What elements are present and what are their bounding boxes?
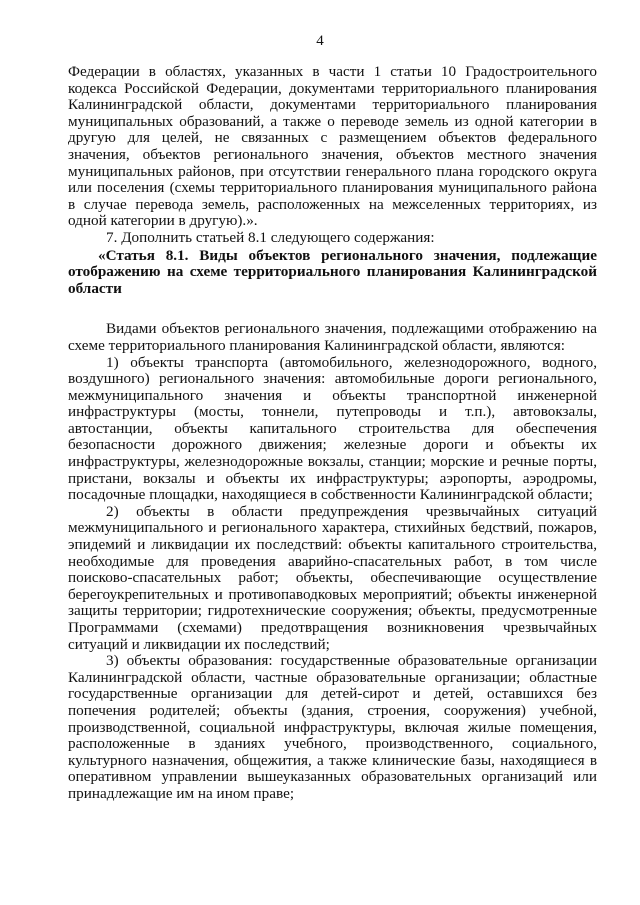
page-number: 4 <box>316 33 324 49</box>
document-body <box>68 64 597 803</box>
article-intro: Видами объектов регионального значения, подлежащими отображению на схеме территориального планирования Калининградской области, являются: <box>68 320 597 354</box>
list-item-emergency: 2) объекты в области предупреждения чрезвычайных ситуаций межмуниципального и регионального характера, стихийных бедствий, пожаров, эпидемий и ликвидации их последствий: объекты капитального строительства, необходимые для проведения аварийно-спасательных работ, в том числе поисково-спасательных работ; объекты, обеспечивающие осуществление берегоукрепительных и противопаводковых мероприятий; объекты инженерной защиты территории; гидротехнические сооружения; объекты, предусмотренные Программами (схемами) предотвращения возникновения чрезвычайных ситуаций и ликвидации их последствий; <box>68 502 597 653</box>
article-title: «Статья 8.1. Виды объектов регионального значения, подлежащие отображению на схеме территориального планирования Калининградской области <box>68 246 597 297</box>
paragraph-amendment-7: 7. Дополнить статьей 8.1 следующего содержания: <box>106 228 435 246</box>
paragraph-continuation: Федерации в областях, указанных в части 1 статьи 10 Градостроительного кодекса Российской Федерации, документами территориального планирования Калининградской области, документами территориального планирования муниципальных образований, а также о переводе земель из одной категории в другую для целей, не связанных с размещением объектов федерального значения, объектов регионального значения, объектов местного значения муниципальных районов, при отсутствии генерального плана городского округа или поселения (схемы территориального планирования муниципального района в случае перевода земель, расположенных на межселенных территориях, из одной категории в другую).». <box>68 63 597 230</box>
spacer <box>68 297 597 321</box>
list-item-transport: 1) объекты транспорта (автомобильного, железнодорожного, водного, воздушного) регионального значения: автомобильные дороги регионального, межмуниципального значения и объекты транспортной инженерной инфраструктуры (мосты, тоннели, путепроводы и т.п.), автовокзалы, автостанции, объекты капитального строительства для обеспечения безопасности дорожного движения; железные дороги и объекты их инфраструктуры, железнодорожные вокзалы, станции; морские и речные порты, пристани, вокзалы и объекты их инфраструктуры; аэропорты, аэродромы, посадочные площадки, находящиеся в собственности Калининградской области; <box>68 353 597 504</box>
list-item-education: 3) объекты образования: государственные образовательные организации Калининградской области, частные образовательные организации; областные государственные организации для детей-сирот и детей, оставшихся без попечения родителей; объекты (здания, строения, сооружения) учебной, производственной, социальной инфраструктуры, включая жилые помещения, расположенные в зданиях учебного, производственного, социального, культурного назначения, общежития, а также клинические базы, находящиеся в оперативном управлении вышеуказанных образовательных организаций или принадлежащие им на ином праве; <box>68 652 597 802</box>
